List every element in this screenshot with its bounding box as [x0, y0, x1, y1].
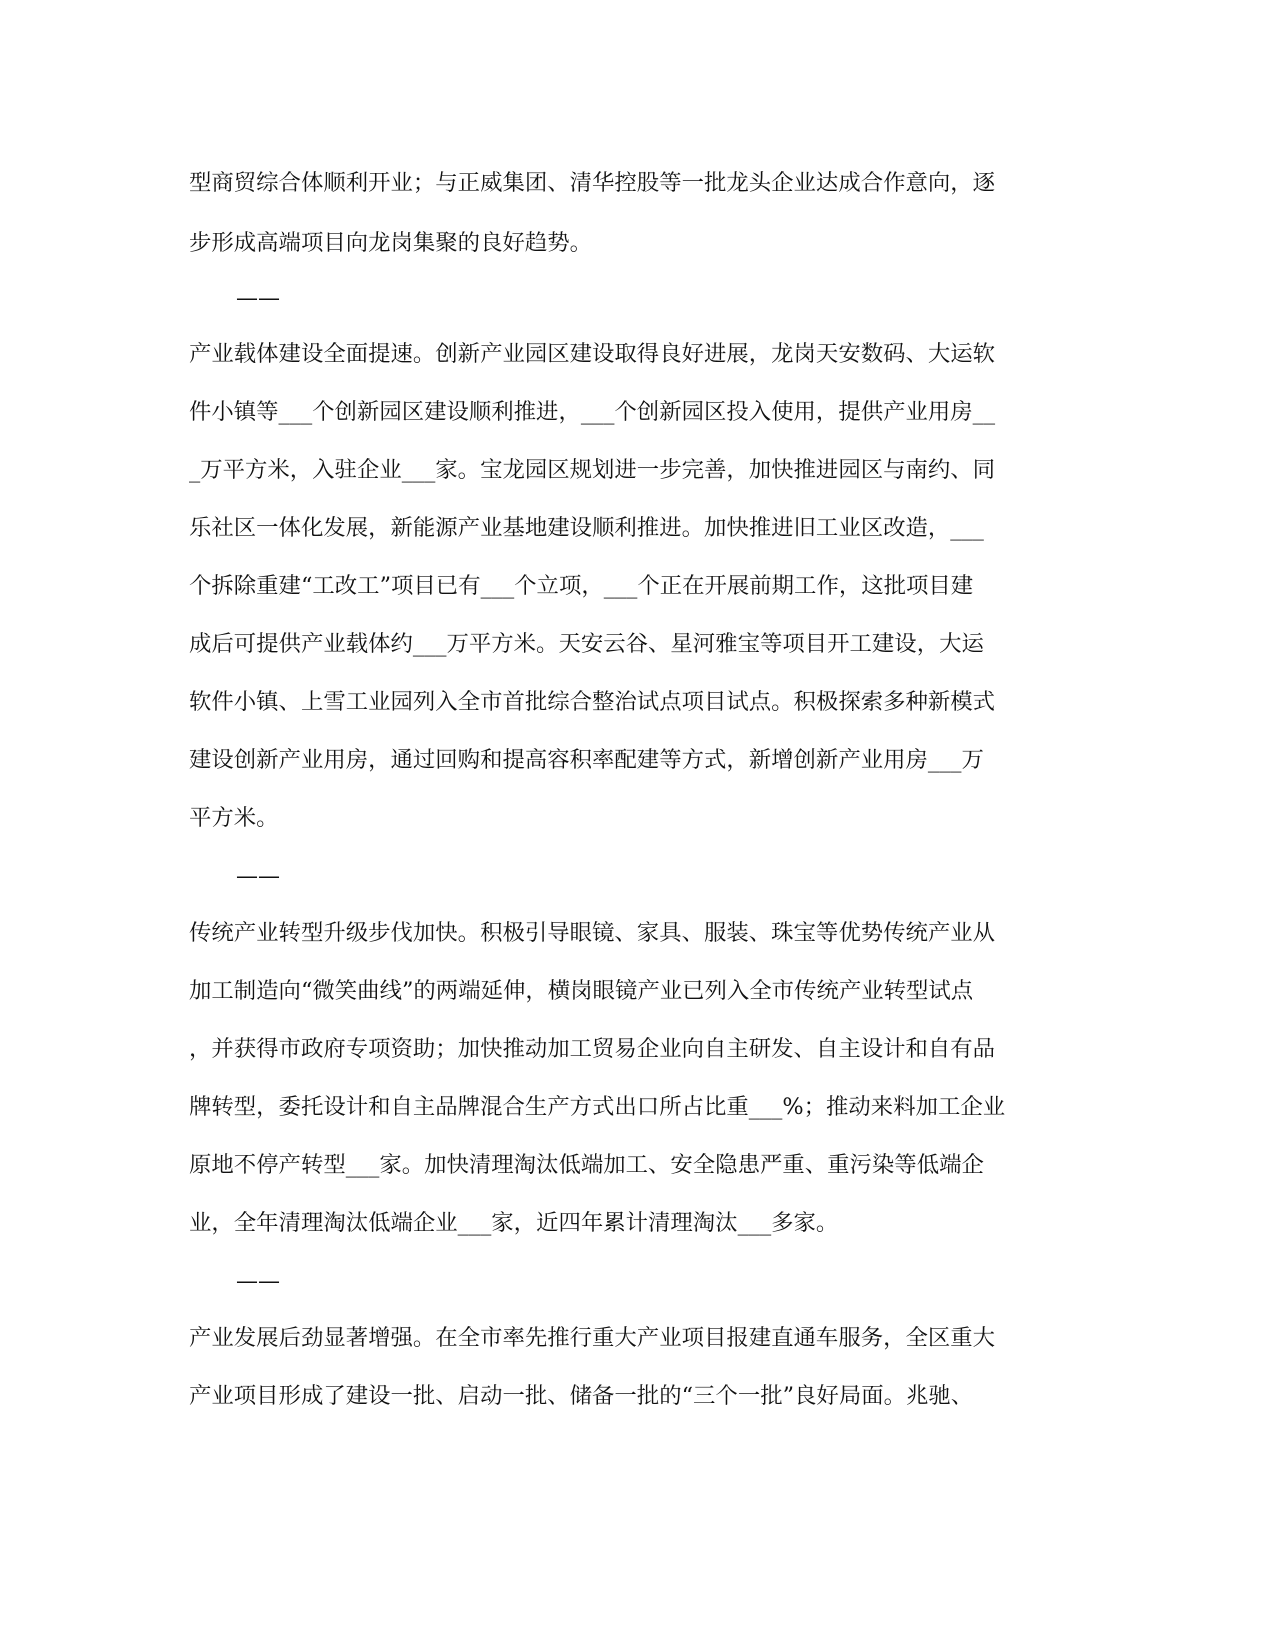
text-line: 产业载体建设全面提速。创新产业园区建设取得良好进展，龙岗天安数码、大运软 [189, 341, 996, 367]
text-line: 牌转型，委托设计和自主品牌混合生产方式出口所占比重___%；推动来料加工企业 [189, 1094, 1006, 1120]
text-line: 业，全年清理淘汰低端企业___家，近四年累计清理淘汰___多家。 [189, 1210, 839, 1236]
dash-separator: —— [236, 286, 280, 311]
text-line: 原地不停产转型___家。加快清理淘汰低端加工、安全隐患严重、重污染等低端企 [189, 1152, 984, 1178]
text-line: 个拆除重建“工改工”项目已有___个立项，___个正在开展前期工作，这批项目建 [189, 573, 974, 599]
text-line: 产业发展后劲显著增强。在全市率先推行重大产业项目报建直通车服务，全区重大 [189, 1325, 996, 1351]
text-line: 乐社区一体化发展，新能源产业基地建设顺利推进。加快推进旧工业区改造，___ [189, 515, 984, 541]
text-line: 加工制造向“微笑曲线”的两端延伸，横岗眼镜产业已列入全市传统产业转型试点 [189, 978, 974, 1004]
text-line: 产业项目形成了建设一批、启动一批、储备一批的“三个一批”良好局面。兆驰、 [189, 1383, 974, 1409]
text-line: ，并获得市政府专项资助；加快推动加工贸易企业向自主研发、自主设计和自有品 [189, 1036, 996, 1062]
text-line: _万平方米，入驻企业___家。宝龙园区规划进一步完善，加快推进园区与南约、同 [189, 457, 996, 483]
text-line: 建设创新产业用房，通过回购和提高容积率配建等方式，新增创新产业用房___万 [189, 747, 984, 773]
text-line: 件小镇等___个创新园区建设顺利推进，___个创新园区投入使用，提供产业用房__ [189, 399, 996, 425]
text-line: 平方米。 [189, 805, 279, 831]
text-line: 软件小镇、上雪工业园列入全市首批综合整治试点项目试点。积极探索多种新模式 [189, 689, 996, 715]
text-line: 步形成高端项目向龙岗集聚的良好趋势。 [189, 230, 593, 256]
dash-separator: —— [236, 864, 280, 889]
text-line: 传统产业转型升级步伐加快。积极引导眼镜、家具、服装、珠宝等优势传统产业从 [189, 920, 996, 946]
dash-separator: —— [236, 1269, 280, 1294]
text-line: 型商贸综合体顺利开业；与正威集团、清华控股等一批龙头企业达成合作意向，逐 [189, 170, 996, 196]
text-line: 成后可提供产业载体约___万平方米。天安云谷、星河雅宝等项目开工建设，大运 [189, 631, 984, 657]
